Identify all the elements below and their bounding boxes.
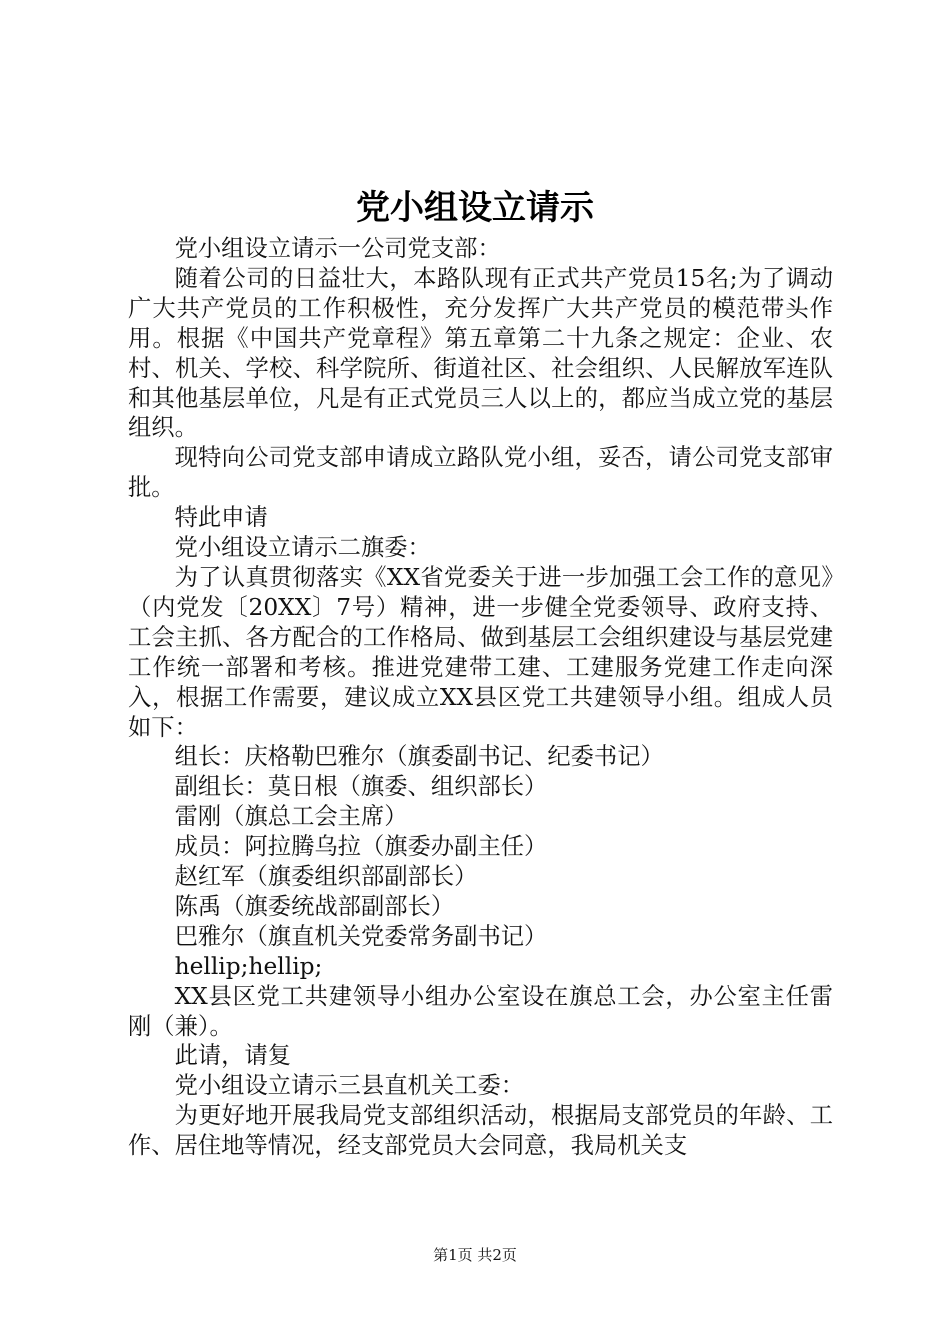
paragraph: 特此申请 — [174, 504, 268, 532]
paragraph: 党小组设立请示一公司党支部： — [174, 235, 501, 262]
paragraph: 此请，请复 — [174, 1042, 292, 1070]
paragraph: 党小组设立请示三县直机关工委： — [174, 1072, 525, 1100]
paragraph: 陈禹（旗委统战部副部长） — [174, 892, 455, 920]
document-body — [128, 234, 833, 1161]
paragraph: 巴雅尔（旗直机关党委常务副书记） — [174, 922, 548, 950]
document-title: 党小组设立请示 — [356, 188, 594, 228]
paragraph: 随着公司的日益壮大，本路队现有正式共产党员15名;为了调动广大共产党员的工作积极性，充分发挥广大共产党员的模范带头作用。根据《中国共产党章程》第五章第二十九条之规定：企业、农村、机关、学校、科学院所、街道社区、社会组织、人民解放军连队和其他基层单位，凡是有正式党员三人以上的，都应当成立党的基层组织。 — [128, 264, 833, 442]
paragraph: 为更好地开展我局党支部组织活动，根据局支部党员的年龄、工作、居住地等情况，经支部党员大会同意，我局机关支 — [128, 1102, 833, 1160]
paragraph: 雷刚（旗总工会主席） — [174, 803, 408, 831]
paragraph: 赵红军（旗委组织部副部长） — [174, 863, 478, 891]
paragraph: XX县区党工共建领导小组办公室设在旗总工会，办公室主任雷刚（兼）。 — [128, 982, 833, 1040]
paragraph: 副组长：莫日根（旗委、组织部长） — [174, 773, 548, 801]
page-number-footer: 第1页 共2页 — [433, 1246, 517, 1264]
paragraph: hellip;hellip; — [174, 952, 323, 980]
paragraph: 现特向公司党支部申请成立路队党小组，妥否，请公司党支部审批。 — [128, 444, 833, 502]
paragraph: 为了认真贯彻落实《XX省党委关于进一步加强工会工作的意见》（内党发〔20XX〕7号）精神，进一步健全党委领导、政府支持、工会主抓、各方配合的工作格局、做到基层工会组织建设与基层党建工作统一部署和考核。推进党建带工建、工建服务党建工作走向深入，根据工作需要，建议成立XX县区党工共建领导小组。组成人员如下： — [128, 563, 833, 741]
paragraph: 成员：阿拉腾乌拉（旗委办副主任） — [174, 833, 548, 861]
paragraph: 组长：庆格勒巴雅尔（旗委副书记、纪委书记） — [174, 743, 664, 771]
paragraph: 党小组设立请示二旗委： — [174, 534, 431, 562]
